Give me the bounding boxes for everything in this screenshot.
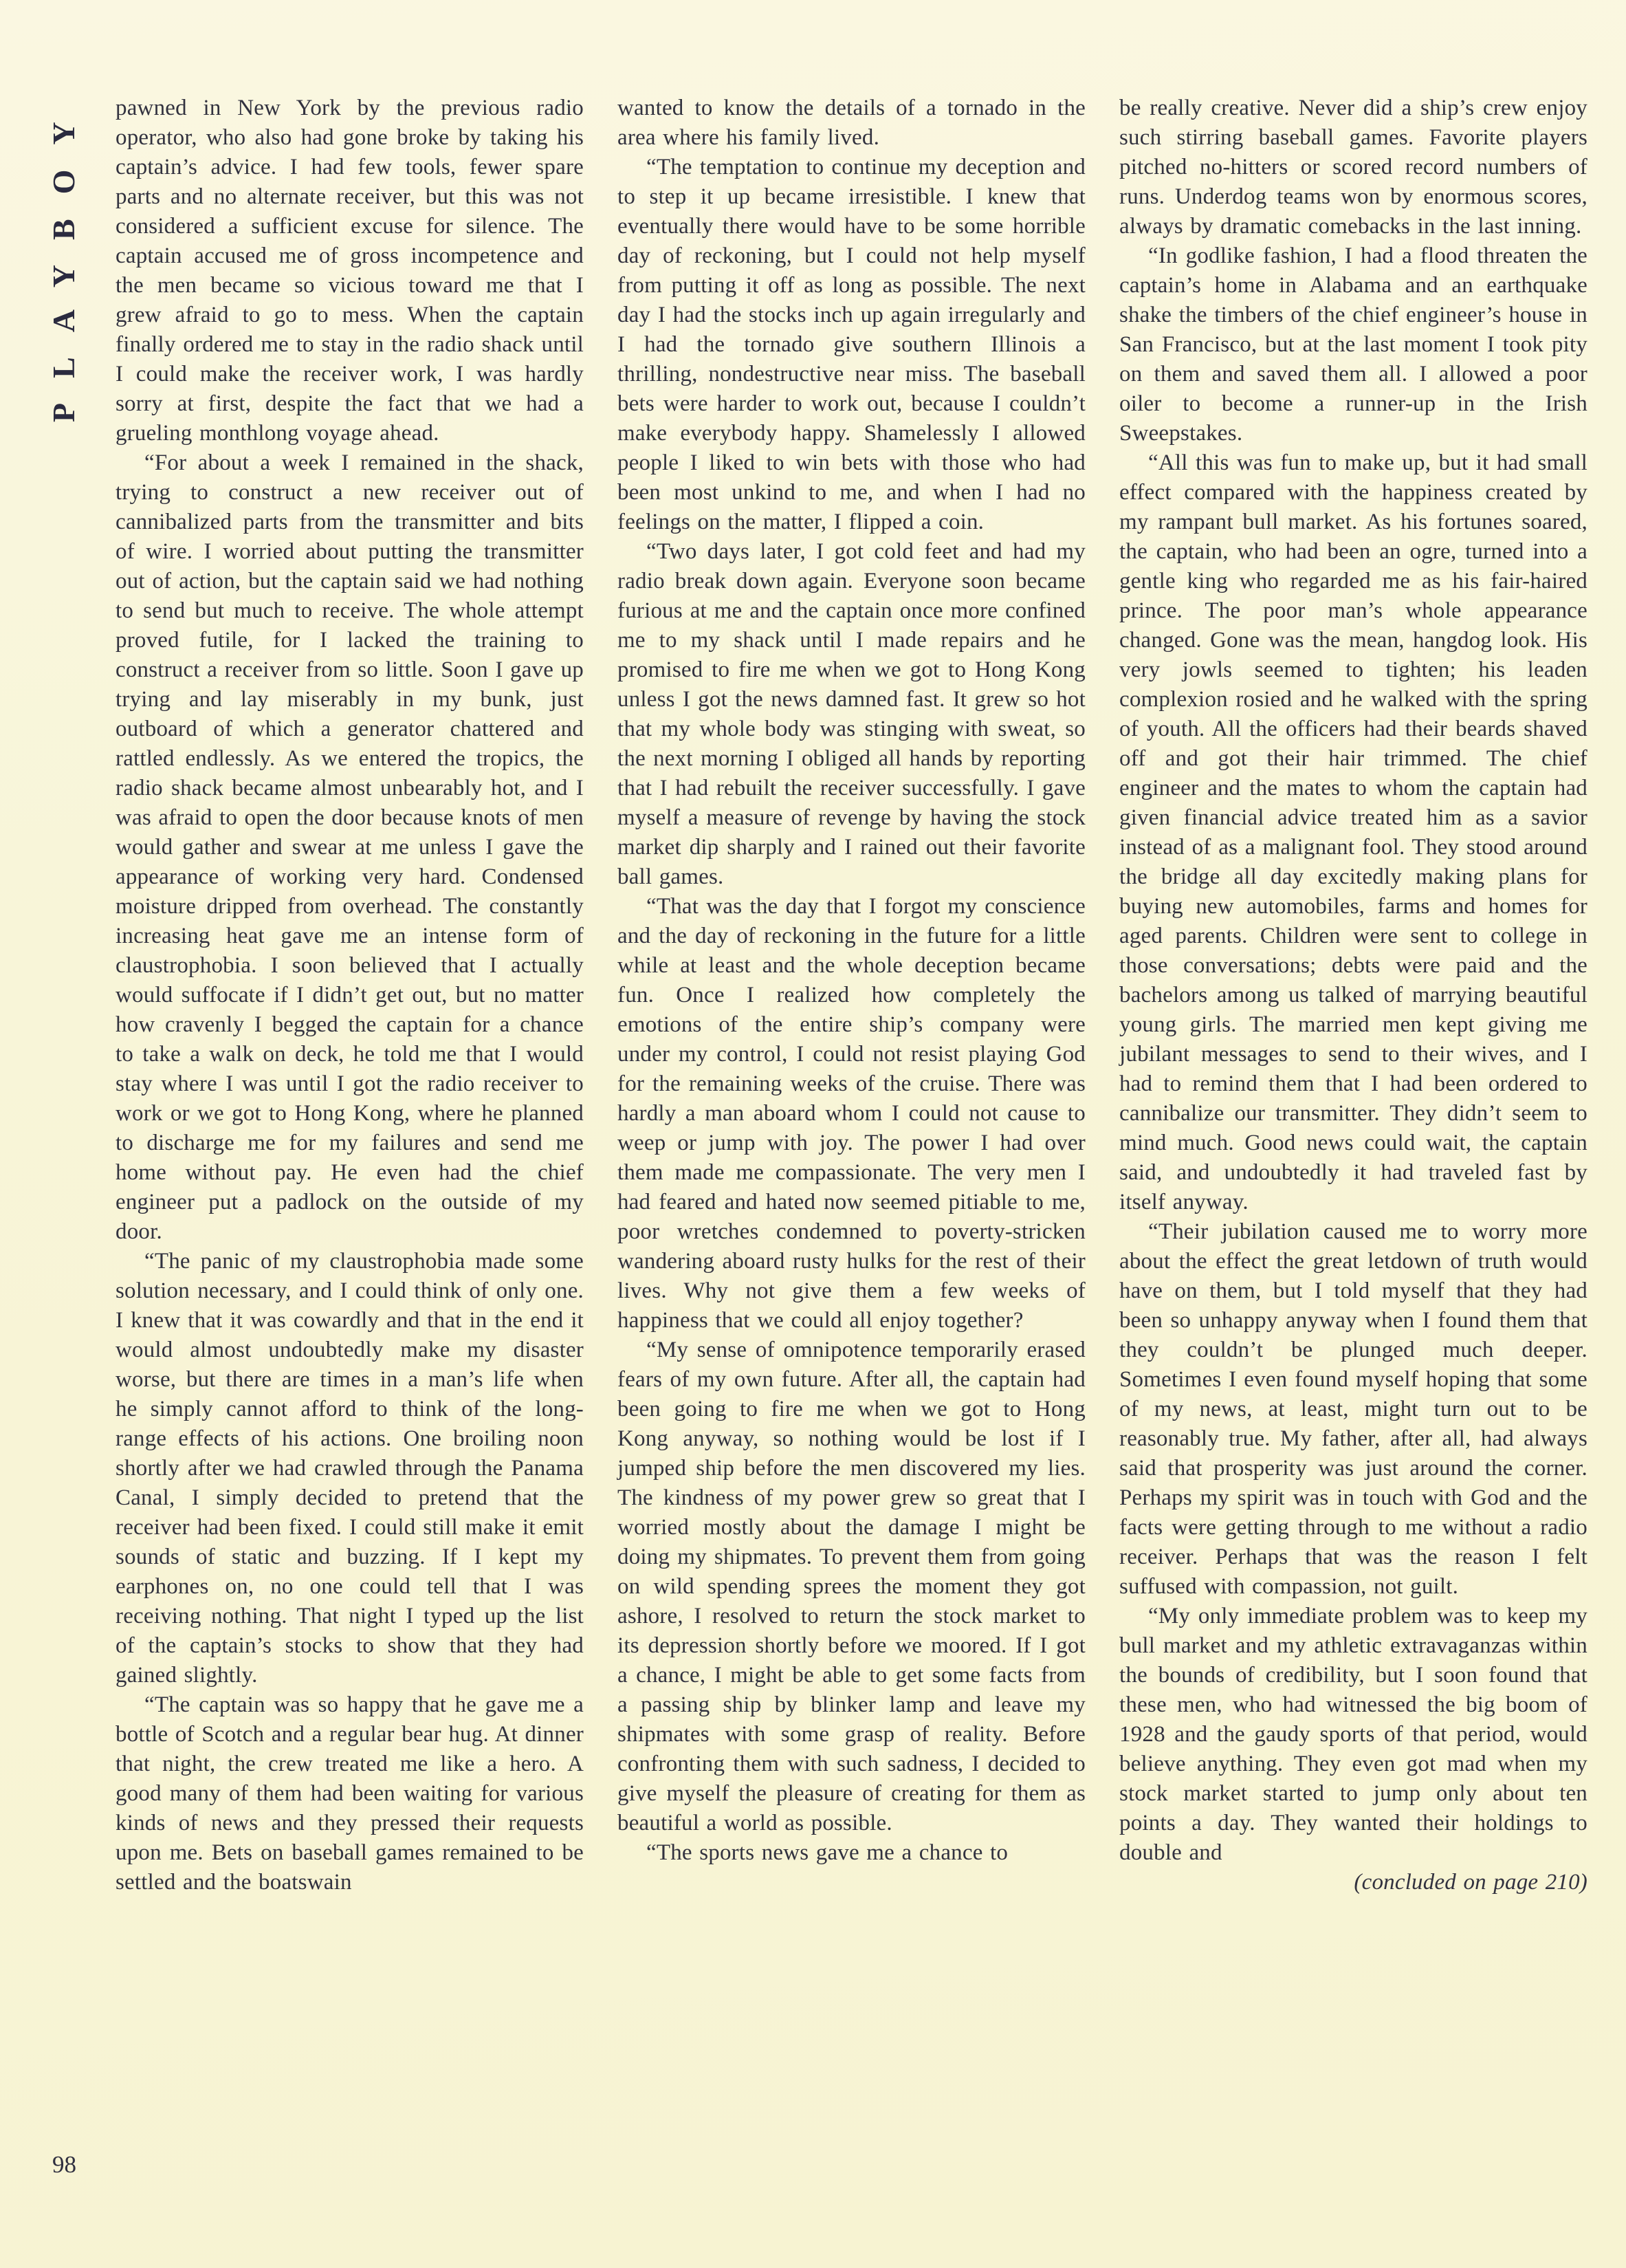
paragraph: “The sports news gave me a chance to xyxy=(646,1840,1009,1865)
paragraph: “In godlike fashion, I had a flood threaten the captain’s home in Alabama and an earthquake shake the timbers of the chief engineer’s house in San Francisco, but at the last moment I took pity on them and saved them all. I allowed a poor oiler to become a runner-up in the Irish Sweepstakes. xyxy=(1119,243,1587,446)
article-columns xyxy=(116,94,1587,2212)
paragraph: “For about a week I remained in the shack, trying to construct a new receiver out of cannibalized parts from the transmitter and bits of wire. I worried about putting the transmitter out of action, but the captain said we had nothing to send but much to receive. The whole attempt proved futile, for I lacked the training to construct a receiver from so little. Soon I gave up trying and lay miserably in my bunk, just outboard of which a generator chattered and rattled endlessly. As we entered the tropics, the radio shack became almost unbearably hot, and I was afraid to open the door because knots of men would gather and swear at me unless I gave the appearance of working very hard. Condensed moisture dripped from overhead. The constantly increasing heat gave me an intense form of claustrophobia. I soon believed that I actually would suffocate if I didn’t get out, but no matter how cravenly I begged the captain for a chance to take a walk on deck, he told me that I would stay where I was until I got the radio receiver to work or we got to Hong Kong, where he planned to discharge me for my failures and send me home without pay. He even had the chief engineer put a padlock on the outside of my door. xyxy=(116,450,584,1244)
paragraph: “Their jubilation caused me to worry more about the effect the great letdown of truth would have on them, but I told myself that they had been so unhappy anyway when I found them that they couldn’t be plunged much deeper. Sometimes I even found myself hoping that some of my news, at least, might turn out to be reasonably true. My father, after all, had always said that prosperity was just around the corner. Perhaps my spirit was in touch with God and the facts were getting through to me without a radio receiver. Perhaps that was the reason I felt suffused with compassion, not guilt. xyxy=(1119,1219,1587,1599)
playboy-vertical-masthead: PLAYBOY xyxy=(46,97,81,422)
paragraph: “The temptation to continue my deception and to step it up became irresistible. I knew that eventually there would have to be some horrible day of reckoning, but I could not help myself from putting it off as long as possible. The next day I had the stocks inch up again irregularly and I had the tornado give southern Illinois a thrilling, nondestructive near miss. The baseball bets were harder to work out, because I couldn’t make everybody happy. Shamelessly I allowed people I liked to win bets with those who had been most unkind to me, and when I had no feelings on the matter, I flipped a coin. xyxy=(617,155,1086,534)
paragraph: “All this was fun to make up, but it had small effect compared with the happiness created by my rampant bull market. As his fortunes soared, the captain, who had been an ogre, turned into a gentle king who regarded me as his fair-haired prince. The poor man’s whole appearance changed. Gone was the mean, hangdog look. His very jowls seemed to tighten; his leaden complexion rosied and he walked with the spring of youth. All the officers had their beards shaved off and got their hair trimmed. The chief engineer and the mates to whom the captain had given financial advice treated him as a savior instead of as a malignant fool. They stood around the bridge all day excitedly making plans for buying new automobiles, farms and homes for aged parents. Children were sent to college in those conversations; debts were paid and the bachelors among us talked of marrying beautiful young girls. The married men kept giving me jubilant messages to send to their wives, and I had to remind them that I had been ordered to cannibalize our transmitter. They didn’t seem to mind much. Good news could wait, the captain said, and undoubtedly it had traveled fast by itself anyway. xyxy=(1119,450,1587,1214)
paragraph: “My sense of omnipotence temporarily erased fears of my own future. After all, the captain had been going to fire me when we got to Hong Kong anyway, so nothing would be lost if I jumped ship before the men discovered my lies. The kindness of my power grew so great that I worried mostly about the damage I might be doing my shipmates. To prevent them from going on wild spending sprees the moment they got ashore, I resolved to return the stock market to its depression shortly before we moored. If I got a chance, I might be able to get some facts from a passing ship by blinker lamp and leave my shipmates with some grasp of reality. Before confronting them with such sadness, I decided to give myself the pleasure of creating for them as beautiful a world as possible. xyxy=(617,1338,1086,1835)
text-column-2 xyxy=(617,94,1086,2212)
text-column-1 xyxy=(116,94,584,2212)
paragraph: “My only immediate problem was to keep my bull market and my athletic extravaganzas within the bounds of credibility, but I soon found that these men, who had witnessed the big boom of 1928 and the gaudy sports of that period, would believe anything. They even got mad when my stock market started to jump only about ten points a day. They wanted their holdings to double and xyxy=(1119,1604,1587,1865)
paragraph: “The captain was so happy that he gave me a bottle of Scotch and a regular bear hug. At dinner that night, the crew treated me like a hero. A good many of them had been waiting for various kinds of news and they pressed their requests upon me. Bets on baseball games remained to be settled and the boatswain xyxy=(116,1692,584,1895)
paragraph: “That was the day that I forgot my conscience and the day of reckoning in the future for a little while at least and the whole deception became fun. Once I realized how completely the emotions of the entire ship’s company were under my control, I could not resist playing God for the remaining weeks of the cruise. There was hardly a man aboard whom I could not cause to weep or jump with joy. The power I had over them made me compassionate. The very men I had feared and hated now seemed pitiable to me, poor wretches condemned to poverty-stricken wandering aboard rusty hulks for the rest of their lives. Why not give them a few weeks of happiness that we could all enjoy together? xyxy=(617,894,1086,1333)
paragraph: “Two days later, I got cold feet and had my radio break down again. Everyone soon became furious at me and the captain once more confined me to my shack until I made repairs and he promised to fire me when we got to Hong Kong unless I got the news damned fast. It grew so hot that my whole body was stinging with sweat, so the next morning I obliged all hands by reporting that I had rebuilt the receiver successfully. I gave myself a measure of revenge by having the stock market dip sharply and I rained out their favorite ball games. xyxy=(617,539,1086,889)
paragraph: wanted to know the details of a tornado in the area where his family lived. xyxy=(617,96,1086,150)
paragraph: be really creative. Never did a ship’s crew enjoy such stirring baseball games. Favorite players pitched no-hitters or scored record numbers of runs. Underdog teams won by enormous scores, always by dramatic comebacks in the last inning. xyxy=(1119,96,1587,239)
paragraph: pawned in New York by the previous radio operator, who also had gone broke by taking his captain’s advice. I had few tools, fewer spare parts and no alternate receiver, but this was not considered a sufficient excuse for silence. The captain accused me of gross incompetence and the men became so vicious toward me that I grew afraid to go to mess. When the captain finally ordered me to stay in the radio shack until I could make the receiver work, I was hardly sorry at first, despite the fact that we had a grueling monthlong voyage ahead. xyxy=(116,96,584,446)
page-number: 98 xyxy=(52,2151,76,2178)
text-column-3 xyxy=(1119,94,1587,2212)
paragraph: “The panic of my claustrophobia made some solution necessary, and I could think of only one. I knew that it was cowardly and that in the end it would almost undoubtedly make my disaster worse, but there are times in a man’s life when he simply cannot afford to think of the long-range effects of his actions. One broiling noon shortly after we had crawled through the Panama Canal, I simply decided to pretend that the receiver had been fixed. I could still make it emit sounds of static and buzzing. If I kept my earphones on, no one could tell that I was receiving nothing. That night I typed up the list of the captain’s stocks to show that they had gained slightly. xyxy=(116,1249,584,1688)
continuation-note: (concluded on page 210) xyxy=(1354,1870,1587,1895)
